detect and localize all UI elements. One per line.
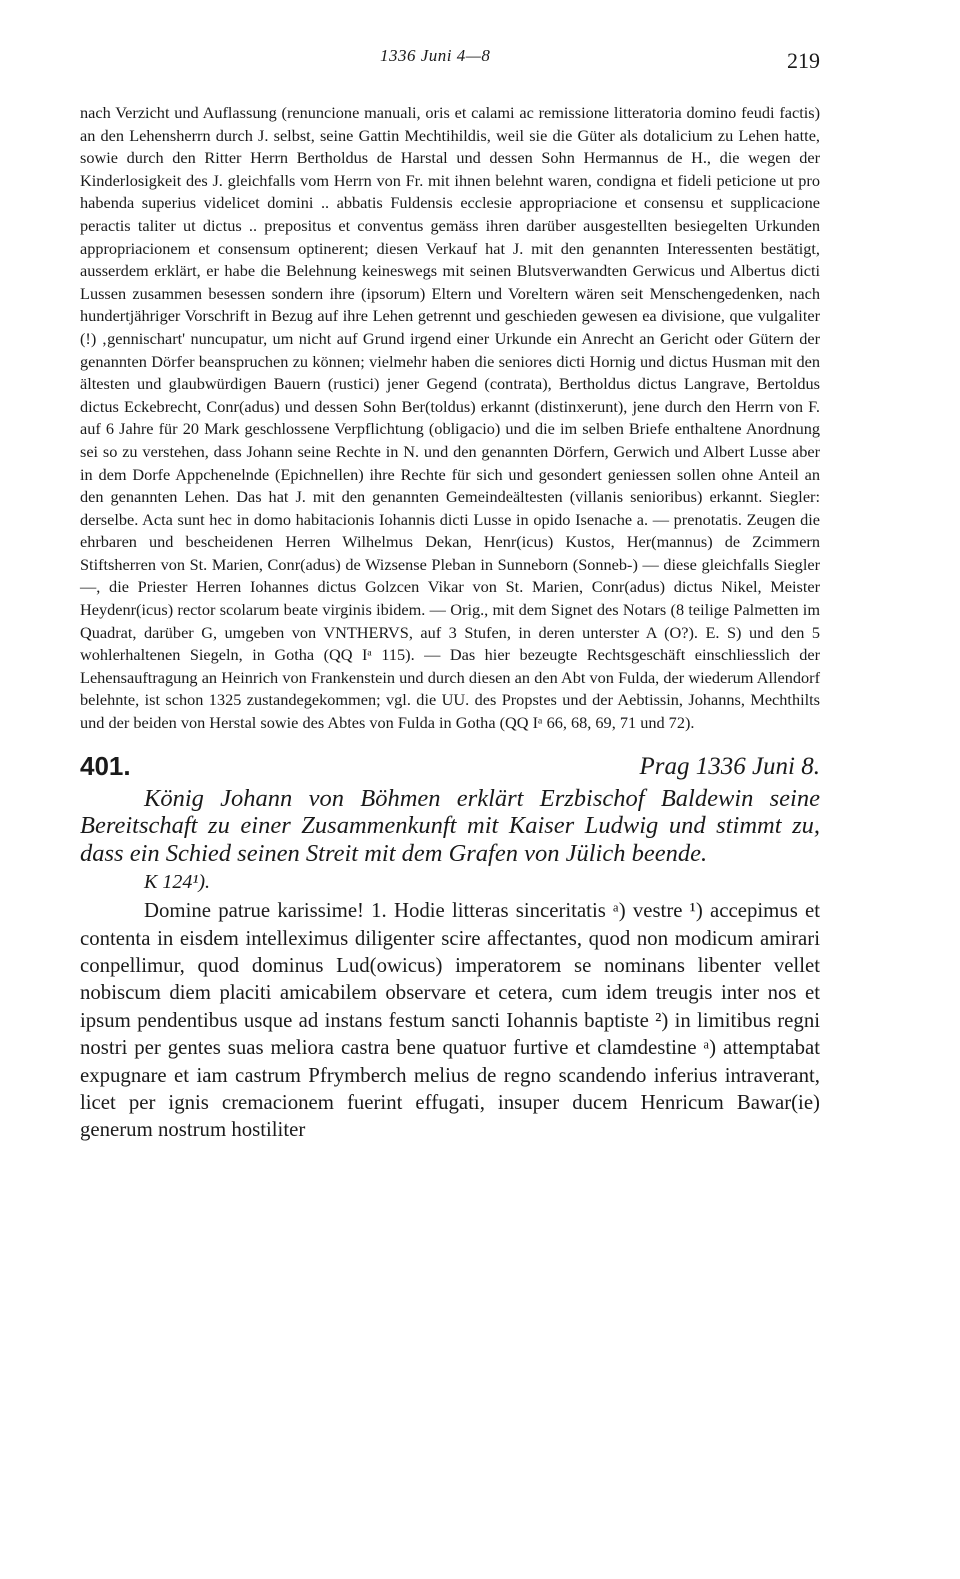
document-number: 401. — [80, 750, 131, 781]
running-head-title: 1336 Juni 4—8 — [380, 46, 491, 65]
commentary-text: nach Verzicht und Auflassung (renuncione manuali, oris et calami ac remissione litteratoria domino feudi factis) an den Lehensherrn durch J. selbst, seine Gattin Mechtihildis, weil sie die Güter als dotalicium zu Lehen hatte, sowie durch den Ritter Herrn Bertholdus de Harstal und dessen Sohn Hermannus de H., die wegen der Kinderlosigkeit des J. gleichfalls vom Herrn von Fr. mit ihnen belehnt waren, condigna et fideli peticione ut pro habenda superius videlicet domini .. abbatis Fuldensis ecclesie appropriacione et consensu et supplicacione peractis taliter ut dictus .. prepositus et conventus gemäss ihren darüber ausgestellten besiegelten Urkunden appropriacionem et consensum optinerent; diesen Verkauf hat J. mit den genannten Interessenten bestätigt, ausserdem erklärt, er habe die Belehnung keineswegs mit seinen Blutsverwandten Gerwicus und Albertus dicti Lussen zusammen besessen sondern ihre (ipsorum) Eltern und Voreltern wären seit Menschengedenken, nach hundertjähriger Vorschrift in Bezug auf ihre Lehen getrennt und geschieden gewesen ea divisione, que vulgaliter (!) ‚gennischart' nuncupatur, um nicht auf Grund irgend einer Urkunde ein Anrecht an Gericht oder Gütern der genannten Dörfer beanspruchen zu können; vielmehr haben die seniores dicti Hornig und dictus Husman mit den ältesten und glaubwürdigen Bauern (rustici) jener Gegend (contrata), Bertholdus dictus Langrave, Bertoldus dictus Eckebrecht, Conr(adus) und dessen Sohn Ber(toldus) erkannt (distinxerunt), jene durch den Herrn von F. auf 6 Jahre für 20 Mark geschlossene Verpflichtung (obligacio) und die im selben Briefe enthaltene Anordnung sei so zu verstehen, dass Johann seine Rechte in N. und den genannten Dörfern, Gerwich und Albert Lusse aber in dem Dorfe Appchenelnde (Epichnellen) ihre Rechte für sich und gesondert geniessen sollen ohne Anteil an den genannten Lehen. Das hat J. mit den genannten Gemeindeältesten (villanis senioribus) erkannt. Siegler: derselbe. Acta sunt hec in domo habitacionis Iohannis dicti Lusse in opido Isenache a. — prenotatis. Zeugen die ehrbaren und bescheidenen Herren Wilhelmus Dekan, Henr(icus) Kustos, Her(mannus) de Zcimmern Stiftsherren von St. Marien, Conr(adus) de Wizsense Pleban in Sunneborn (Sonneb-) — diese gleichfalls Siegler —, die Priester Herren Iohannes dictus Golzcen Vikar von St. Marien, Conr(adus) dictus Nikel, Meister Heydenr(icus) rector scolarum beate virginis ibidem. — Orig., mit dem Signet des Notars (8 teilige Palmetten im Quadrat, darüber G, umgeben von VNTHERVS, auf 3 Stufen, in deren unterster A (O?). E. S) und den 5 wohlerhaltenen Siegeln, in Gotha (QQ Iᵃ 115). — Das hier bezeugte Rechtsgeschäft einschliesslich der Lehensauftragung an Heinrich von Frankenstein und durch diesen an den Abt von Fulda, der wiederum Allendorf belehnte, ist schon 1325 zustandegekommen; vgl. die UU. des Propstes und der Aebtissin, Johanns, Mechthilts und der beiden von Herstal sowie des Abtes von Fulda in Gotha (QQ Iᵃ 66, 68, 69, 71 und 72). — [80, 103, 820, 733]
document-heading — [80, 751, 820, 785]
page-number: 219 — [787, 48, 820, 73]
document-place-date: Prag 1336 Juni 8. — [639, 752, 820, 780]
document-regest: König Johann von Böhmen erklärt Erzbischof Baldewin seine Bereitschaft zu einer Zusammenkunft mit Kaiser Ludwig und stimmt zu, dass ein Schied seinen Streit mit dem Grafen von Jülich beende. — [80, 784, 820, 867]
document-page — [80, 40, 820, 1144]
document-text-block — [80, 897, 820, 1144]
running-head — [80, 40, 820, 80]
document-source: K 124¹). — [144, 871, 210, 894]
commentary-block — [80, 102, 820, 735]
document-text: Domine patrue karissime! 1. Hodie litteras sinceritatis ᵃ) vestre ¹) accepimus et contenta in eisdem intelleximus diligenter scire affectantes, quod non modicum amirari conpellimur, quod dominus Lud(owicus) imperatorem se nominans libenter vellet nobiscum diem placiti amicabilem observare et cetera, cum idem treugis inter nos et ipsum pendentibus usque ad instans festum sancti Iohannis baptiste ²) in limitibus regni nostri per gentes suas meliora castra bene quatuor furtive et clamdestine ᵃ) attemptabat expugnare et iam castrum Pfrymberch melius de regno scandendo inferius intraverant, licet per ignis cremacionem fuerint effugati, insuper ducem Henricum Bawar(ie) generum nostrum hostiliter — [80, 899, 820, 1142]
